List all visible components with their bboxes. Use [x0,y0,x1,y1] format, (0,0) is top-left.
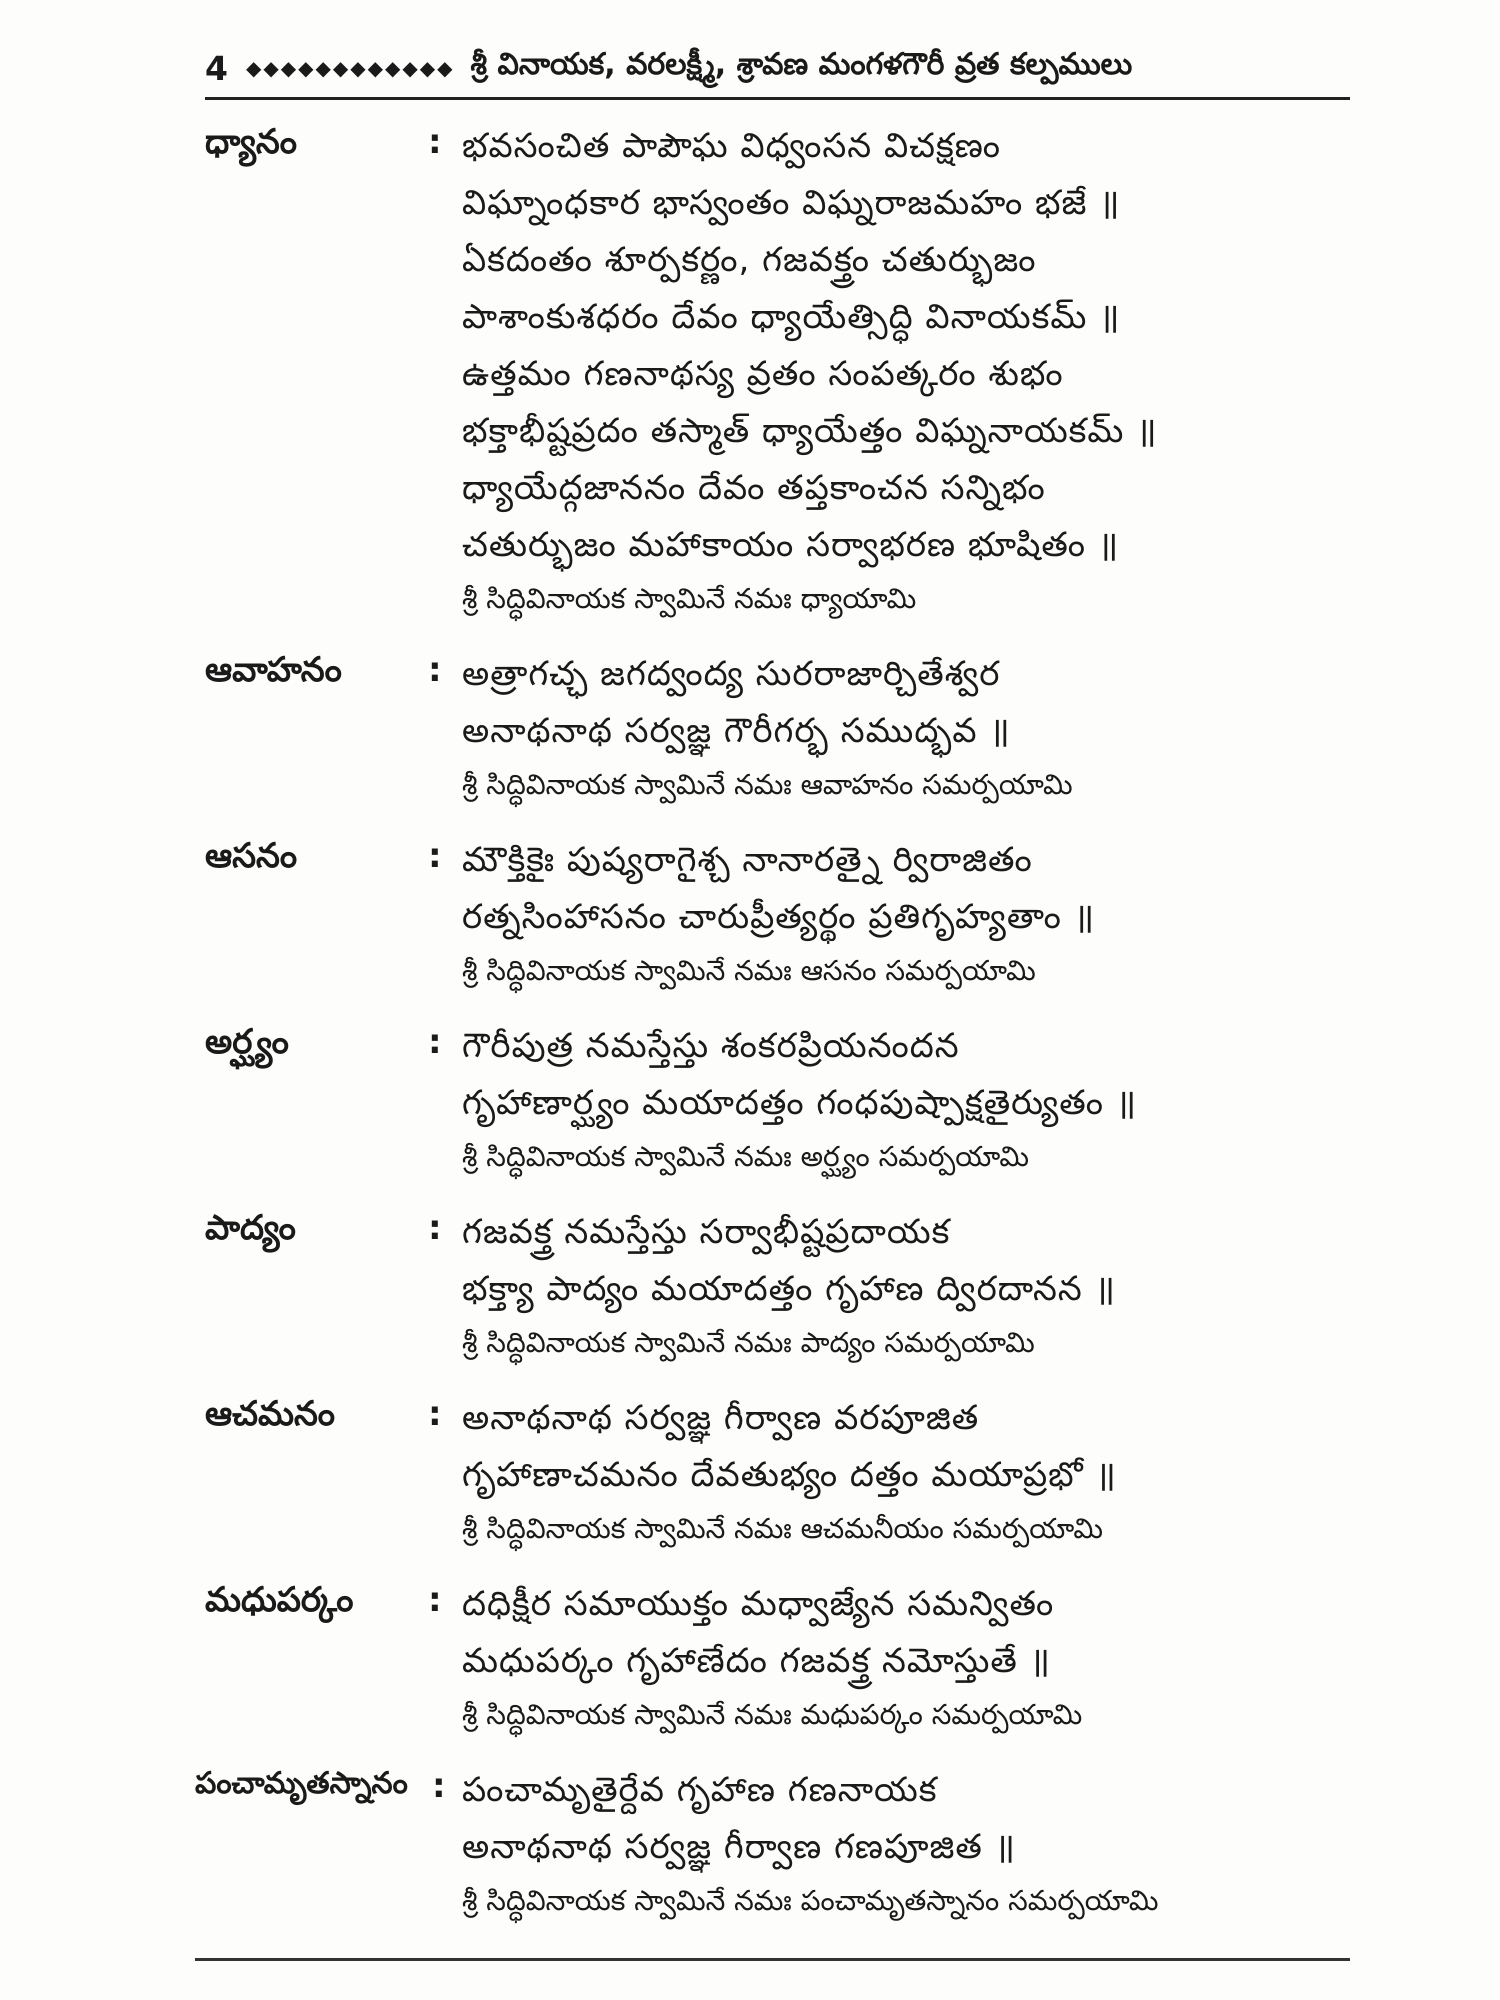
page-number: 4 [205,48,228,88]
section-dhyanam [0,118,1500,624]
dedication-line: శ్రీ సిద్ధివినాయక స్వామినే నమః మధుపర్కం సమర్పయామి [462,1698,1083,1731]
verse-line: దధిక్షీర సమాయుక్తం మధ్వాజ్యేన సమన్వితం [462,1584,1055,1624]
section-avahanam [0,646,1500,810]
section-term: ఆవాహనం [205,650,342,690]
ornament-row: ◆◆◆◆◆◆◆◆◆◆◆◆ [245,56,455,80]
verse-line: రత్నసింహాసనం చారుప్రీత్యర్థం ప్రతిగృహ్యతాం ॥ [462,897,1096,937]
dedication-line: శ్రీ సిద్ధివినాయక స్వామినే నమః ఆసనం సమర్పయామి [462,954,1036,987]
section-term: పాద్యం [205,1208,296,1248]
verse-line: గృహాణాచమనం దేవతుభ్యం దత్తం మయాప్రభో ॥ [462,1455,1117,1495]
verse-line: పాశాంకుశధరం దేవం ధ్యాయేత్సిద్ధి వినాయకమ్ ॥ [462,297,1121,337]
verse-line: గౌరీపుత్ర నమస్తేస్తు శంకరప్రియనందన [462,1026,960,1066]
verse-line: అనాథనాథ సర్వజ్ఞ గీర్వాణ వరపూజిత [462,1398,980,1438]
verse-line: అనాథనాథ సర్వజ్ఞ గౌరీగర్భ సముద్భవ ॥ [462,711,1011,751]
term-colon: : [428,1580,442,1620]
section-arghyam [0,1018,1500,1182]
verse-line: మధుపర్కం గృహాణేదం గజవక్త్ర నమోస్తుతే ॥ [462,1641,1051,1681]
verse-line: అనాథనాథ సర్వజ్ఞ గీర్వాణ గణపూజిత ॥ [462,1827,1016,1867]
dedication-line: శ్రీ సిద్ధివినాయక స్వామినే నమః ఆచమనీయం సమర్పయామి [462,1512,1104,1545]
verse-line: గజవక్త్ర నమస్తేస్తు సర్వాభీష్టప్రదాయక [462,1212,951,1252]
dedication-line: శ్రీ సిద్ధివినాయక స్వామినే నమః అర్ఘ్యం సమర్పయామి [462,1140,1030,1173]
section-asanam [0,832,1500,996]
dedication-line: శ్రీ సిద్ధివినాయక స్వామినే నమః పంచామృతస్నానం సమర్పయామి [462,1884,1159,1917]
section-term: మధుపర్కం [205,1580,354,1620]
verse-line: భక్త్యా పాద్యం మయాదత్తం గృహాణ ద్విరదానన ॥ [462,1269,1116,1309]
verse-line: పంచామృతైర్దేవ గృహాణ గణనాయక [462,1770,938,1810]
term-colon: : [428,650,442,690]
section-term: ఆసనం [205,836,298,876]
verse-line: ఉత్తమం గణనాథస్య వ్రతం సంపత్కరం శుభం [462,354,1064,394]
section-term: ధ్యానం [205,122,298,162]
section-madhuparkam [0,1576,1500,1740]
running-header [205,40,1350,96]
verse-line: భక్తాభీష్టప్రదం తస్మాత్ ధ్యాయేత్తం విఘ్ననాయకమ్ ॥ [462,411,1158,451]
section-term: పంచామృతస్నానం [195,1766,408,1801]
section-achamanam [0,1390,1500,1554]
verse-line: ధ్యాయేద్గజాననం దేవం తప్తకాంచన సన్నిభం [462,468,1046,508]
section-panchamruta-snanam [0,1762,1500,1926]
dedication-line: శ్రీ సిద్ధివినాయక స్వామినే నమః ధ్యాయామి [462,582,917,615]
term-colon: : [428,1208,442,1248]
verse-line: అత్రాగచ్ఛ జగద్వంద్య సురరాజార్చితేశ్వర [462,654,1001,694]
dedication-line: శ్రీ సిద్ధివినాయక స్వామినే నమః ఆవాహనం సమర్పయామి [462,768,1073,801]
term-colon: : [428,122,442,162]
section-term: అర్ఘ్యం [205,1022,289,1062]
term-colon: : [432,1766,446,1806]
term-colon: : [428,836,442,876]
section-term: ఆచమనం [205,1394,336,1434]
dedication-line: శ్రీ సిద్ధివినాయక స్వామినే నమః పాద్యం సమర్పయామి [462,1326,1035,1359]
verse-line: విఘ్నాంధకార భాస్వంతం విఘ్నరాజమహం భజే ॥ [462,183,1121,223]
verse-line: గృహాణార్ఘ్యం మయాదత్తం గంధపుష్పాక్షతైర్యుతం ॥ [462,1083,1138,1123]
term-colon: : [428,1394,442,1434]
term-colon: : [428,1022,442,1062]
section-padyam [0,1204,1500,1368]
verse-line: భవసంచిత పాపౌఘ విధ్వంసన విచక్షణం [462,126,1002,166]
verse-line: మౌక్తికైః పుష్యరాగైశ్చ నానారత్నై ర్విరాజితం [462,840,1033,880]
verse-line: ఏకదంతం శూర్పకర్ణం, గజవక్త్రం చతుర్భుజం [462,240,1037,280]
ritual-sections [0,118,1500,1926]
verse-line: చతుర్భుజం మహాకాయం సర్వాభరణ భూషితం ॥ [462,525,1120,565]
footer-rule [195,1958,1350,1961]
header-rule [205,97,1350,100]
running-title: శ్రీ వినాయక, వరలక్ష్మీ, శ్రావణ మంగళగౌరీ వ్రత కల్పములు [470,47,1133,82]
